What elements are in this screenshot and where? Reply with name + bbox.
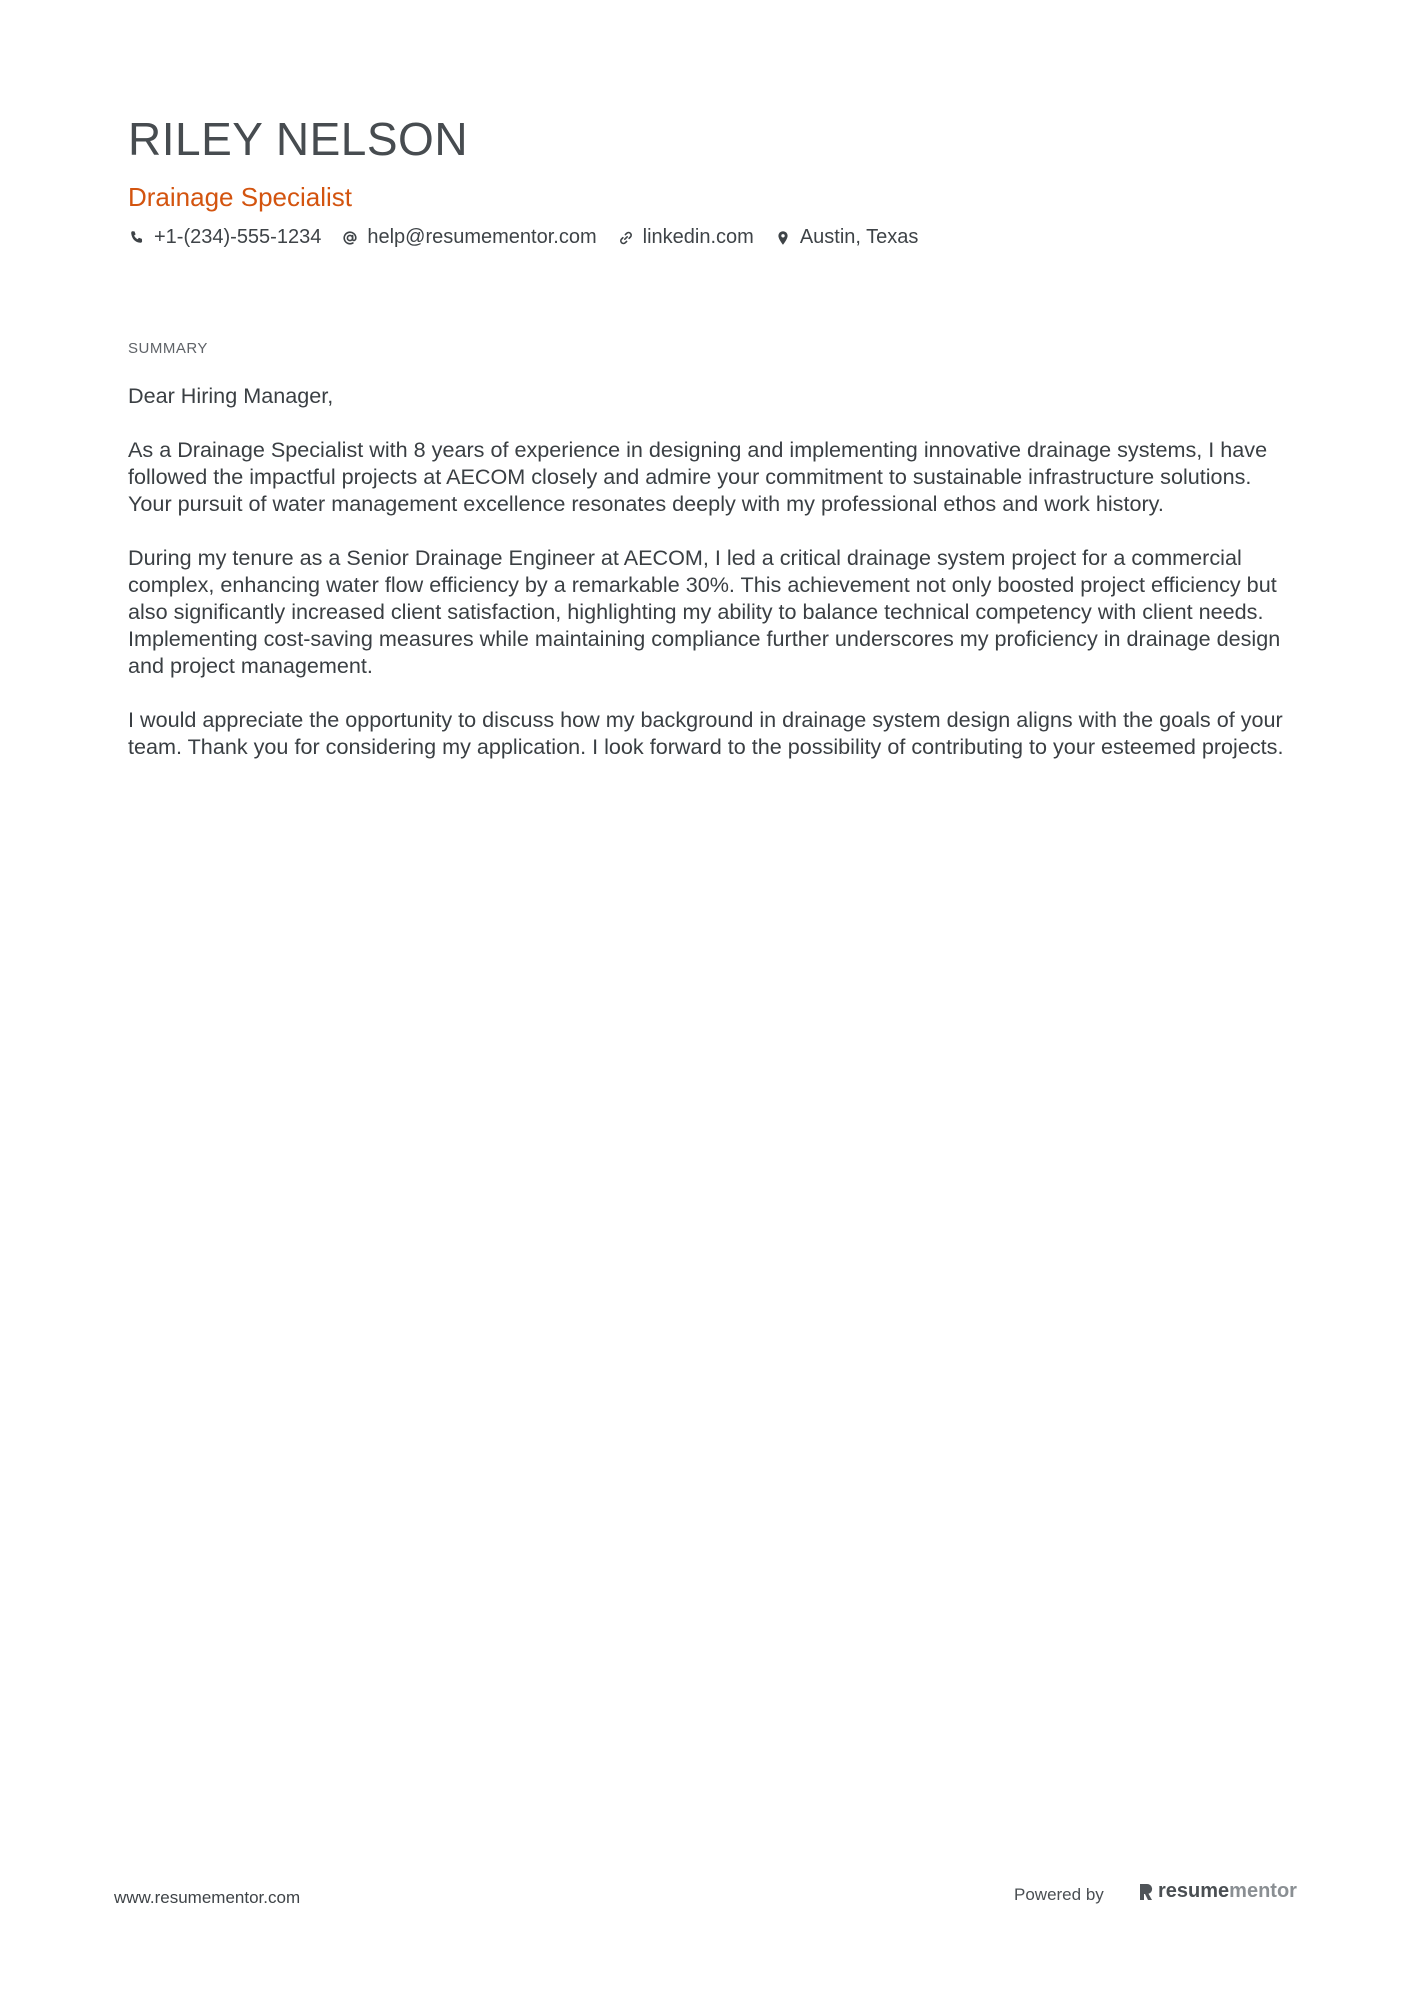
contact-phone — [128, 226, 321, 249]
contact-email-text[interactable]: help@resumementor.com — [367, 226, 597, 248]
candidate-name: RILEY NELSON — [128, 113, 469, 165]
contact-phone-text[interactable]: +1-(234)-555-1234 — [154, 226, 322, 248]
brand-name-part1: resume — [1158, 1880, 1230, 1902]
summary-heading: SUMMARY — [128, 340, 208, 357]
contact-email — [341, 226, 596, 249]
contact-location-text: Austin, Texas — [799, 226, 919, 248]
letter-paragraph: During my tenure as a Senior Drainage Engineer at AECOM, I led a critical drainage system project for a commercial complex, enhancing water flow efficiency by a remarkable 30%. This achievement not only boosted project efficiency but also significantly increased client satisfaction, highlighting my ability to balance technical competency with client needs. Implementing cost-saving measures while maintaining compliance further underscores my proficiency in drainage design and project management. — [128, 545, 1281, 678]
contact-website-text[interactable]: linkedin.com — [642, 226, 754, 248]
brand-name-part2: mentor — [1229, 1880, 1297, 1902]
letter-paragraph: As a Drainage Specialist with 8 years of experience in designing and implementing innovative drainage systems, I have followed the impactful projects at AECOM closely and admire your commitment to sustainable infrastructure solutions. Your pursuit of water management excellence resonates deeply with my professional ethos and work history. — [128, 437, 1268, 516]
contact-bar — [128, 226, 938, 249]
job-title: Drainage Specialist — [128, 182, 353, 212]
contact-location — [774, 226, 919, 249]
letter-paragraph: I would appreciate the opportunity to discuss how my background in drainage system design aligns with the goals of your team. Thank you for considering my application. I look forward to the possibility of contributing to your esteemed projects. — [128, 707, 1284, 759]
letter-body — [128, 382, 1298, 787]
location-pin-icon — [774, 229, 792, 247]
link-icon — [617, 229, 635, 247]
contact-website — [617, 226, 754, 249]
phone-icon — [128, 229, 146, 247]
footer-website-link[interactable]: www.resumementor.com — [114, 1888, 301, 1907]
brand-logo[interactable] — [1138, 1880, 1297, 1903]
powered-by-label: Powered by — [1014, 1885, 1104, 1904]
brand-logo-icon — [1138, 1882, 1154, 1902]
letter-salutation: Dear Hiring Manager, — [128, 383, 334, 408]
at-icon — [341, 229, 359, 247]
